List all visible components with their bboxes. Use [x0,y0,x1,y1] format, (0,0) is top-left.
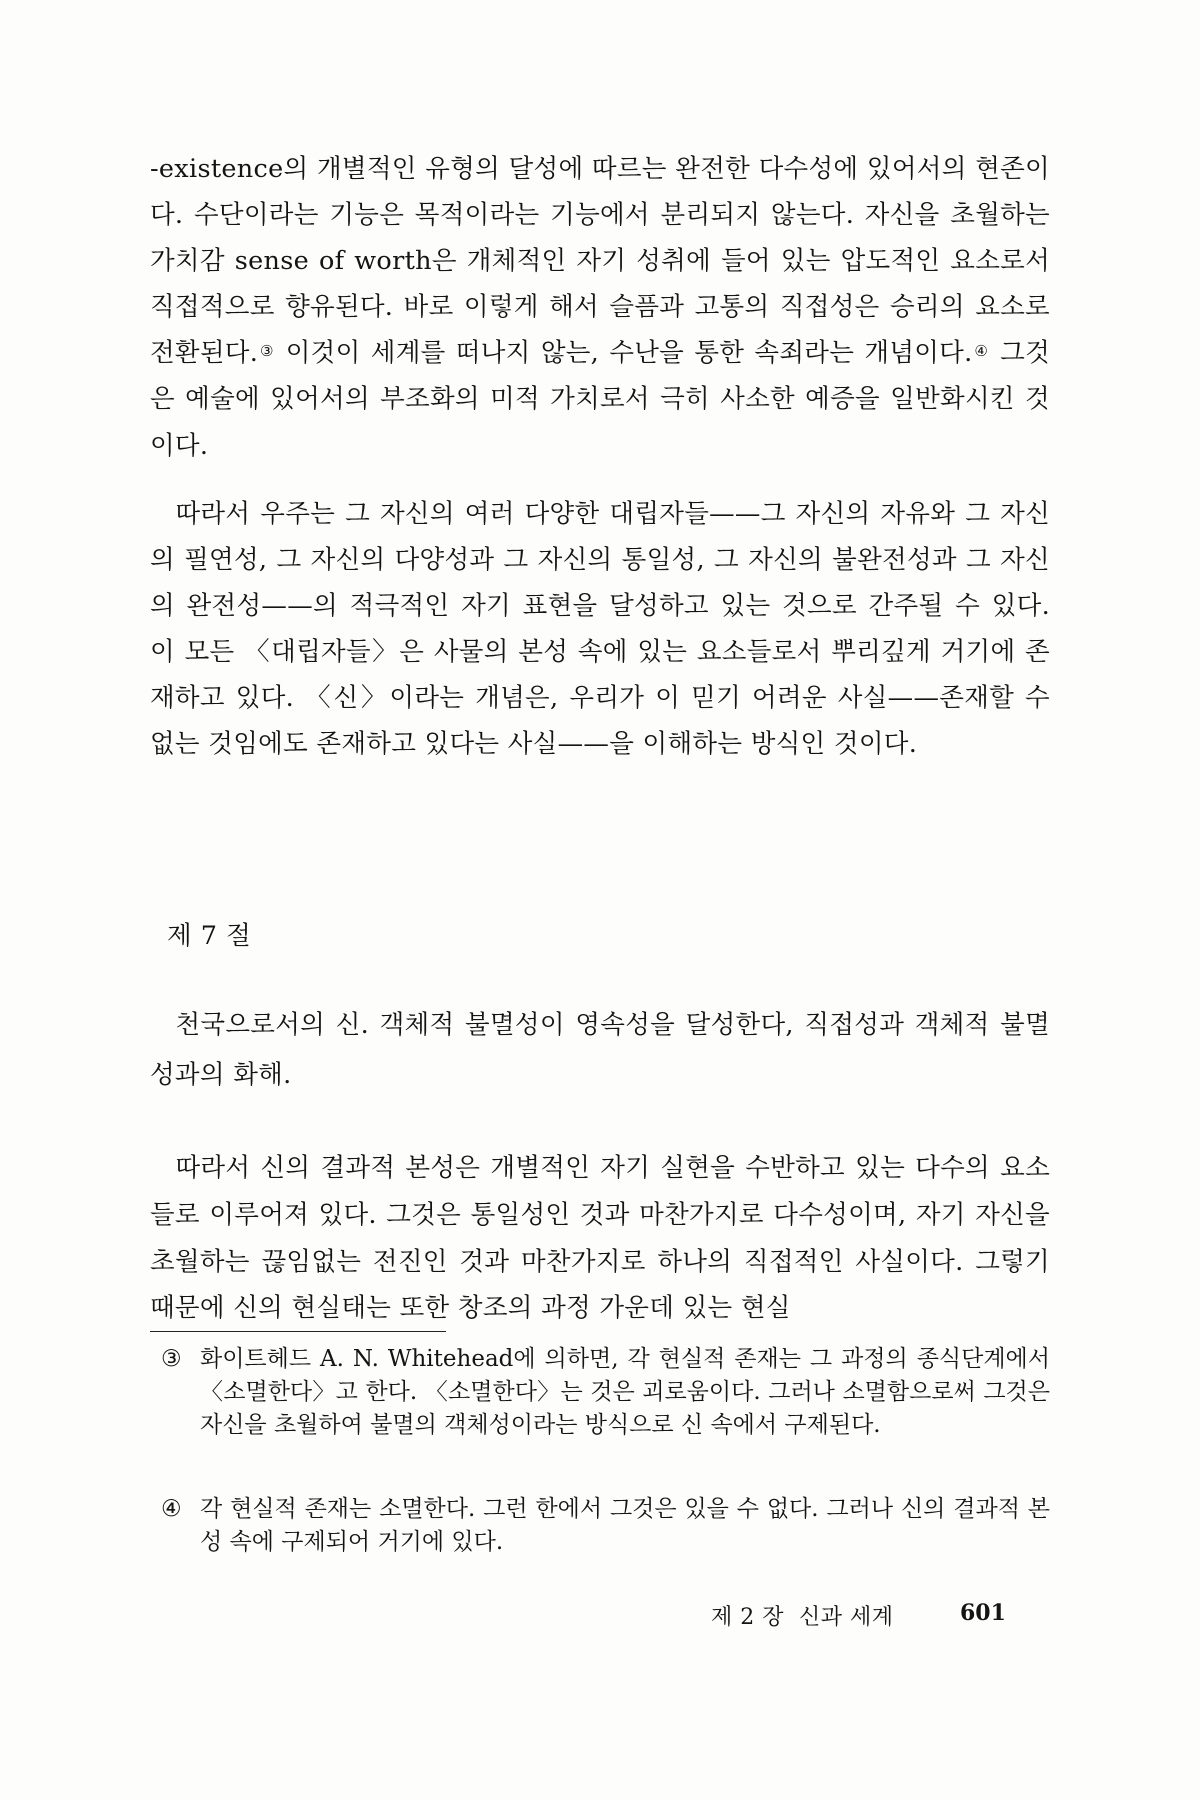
footnote-4 [150,1493,1050,1559]
body-paragraph-1 [150,146,1050,469]
footnote-3-text: 화이트헤드 A. N. Whitehead에 의하면, 각 현실적 존재는 그 과정의 종식단계에서 〈소멸한다〉고 한다. 〈소멸한다〉는 것은 괴로움이다. 그러나 소멸함으로써 그것은 자신을 초월하여 불멸의 객체성이라는 방식으로 신 속에서 구제된다. [200,1346,1050,1438]
footnote-ref-4: ④ [972,342,990,361]
footnote-4-text: 각 현실적 존재는 소멸한다. 그런 한에서 그것은 있을 수 없다. 그러나 신의 결과적 본성 속에 구제되어 거기에 있다. [200,1496,1050,1555]
section-title: 천국으로서의 신. 객체적 불멸성이 영속성을 달성한다, 직접성과 객체적 불멸성과의 화해. [150,1010,1050,1090]
footnote-ref-3: ③ [258,342,276,361]
page-number: 601 [960,1600,1006,1626]
body-paragraph-2: 따라서 우주는 그 자신의 여러 다양한 대립자들——그 자신의 자유와 그 자신의 필연성, 그 자신의 다양성과 그 자신의 통일성, 그 자신의 불완전성과 그 자신의 완전성——의 적극적인 자기 표현을 달성하고 있는 것으로 간주될 수 있다. 이 모든 〈대립자들〉은 사물의 본성 속에 있는 요소들로서 뿌리깊게 거기에 존재하고 있다. 〈신〉이라는 개념은, 우리가 이 믿기 어려운 사실——존재할 수 없는 것임에도 존재하고 있다는 사실——을 이해하는 방식인 것이다. [150,499,1050,760]
paragraph-1-text-a: -existence의 개별적인 유형의 달성에 따르는 완전한 다수성에 있어서의 현존이다. 수단이라는 기능은 목적이라는 기능에서 분리되지 않는다. 자신을 초월하는 가치감 sense of worth은 개체적인 자기 성취에 들어 있는 압도적인 요소로서 직접적으로 향유된다. 바로 이렇게 해서 슬픔과 고통의 직접성은 승리의 요소로 전환된다. [150,154,1050,369]
section-number-label: 제 7 절 [167,921,252,951]
footnote-3-mark: ③ [161,1346,182,1372]
footnote-4-mark: ④ [161,1496,182,1522]
running-footer-chapter: 제 2 장 신과 세계 [711,1605,894,1630]
paragraph-1-text-b: 이것이 세계를 떠나지 않는, 수난을 통한 속죄라는 개념이다. [275,338,973,369]
footnote-divider [150,1331,446,1332]
paragraph-1-text-c: 그것은 예술에 있어서의 부조화의 미적 가치로서 극히 사소한 예증을 일반화시킨 것이다. [150,338,1051,461]
footnote-3 [150,1343,1050,1442]
body-paragraph-3: 따라서 신의 결과적 본성은 개별적인 자기 실현을 수반하고 있는 다수의 요소들로 이루어져 있다. 그것은 통일성인 것과 마찬가지로 다수성이며, 자기 자신을 초월하는 끊임없는 전진인 것과 마찬가지로 하나의 직접적인 사실이다. 그렇기 때문에 신의 현실태는 또한 창조의 과정 가운데 있는 현실 [150,1153,1050,1324]
